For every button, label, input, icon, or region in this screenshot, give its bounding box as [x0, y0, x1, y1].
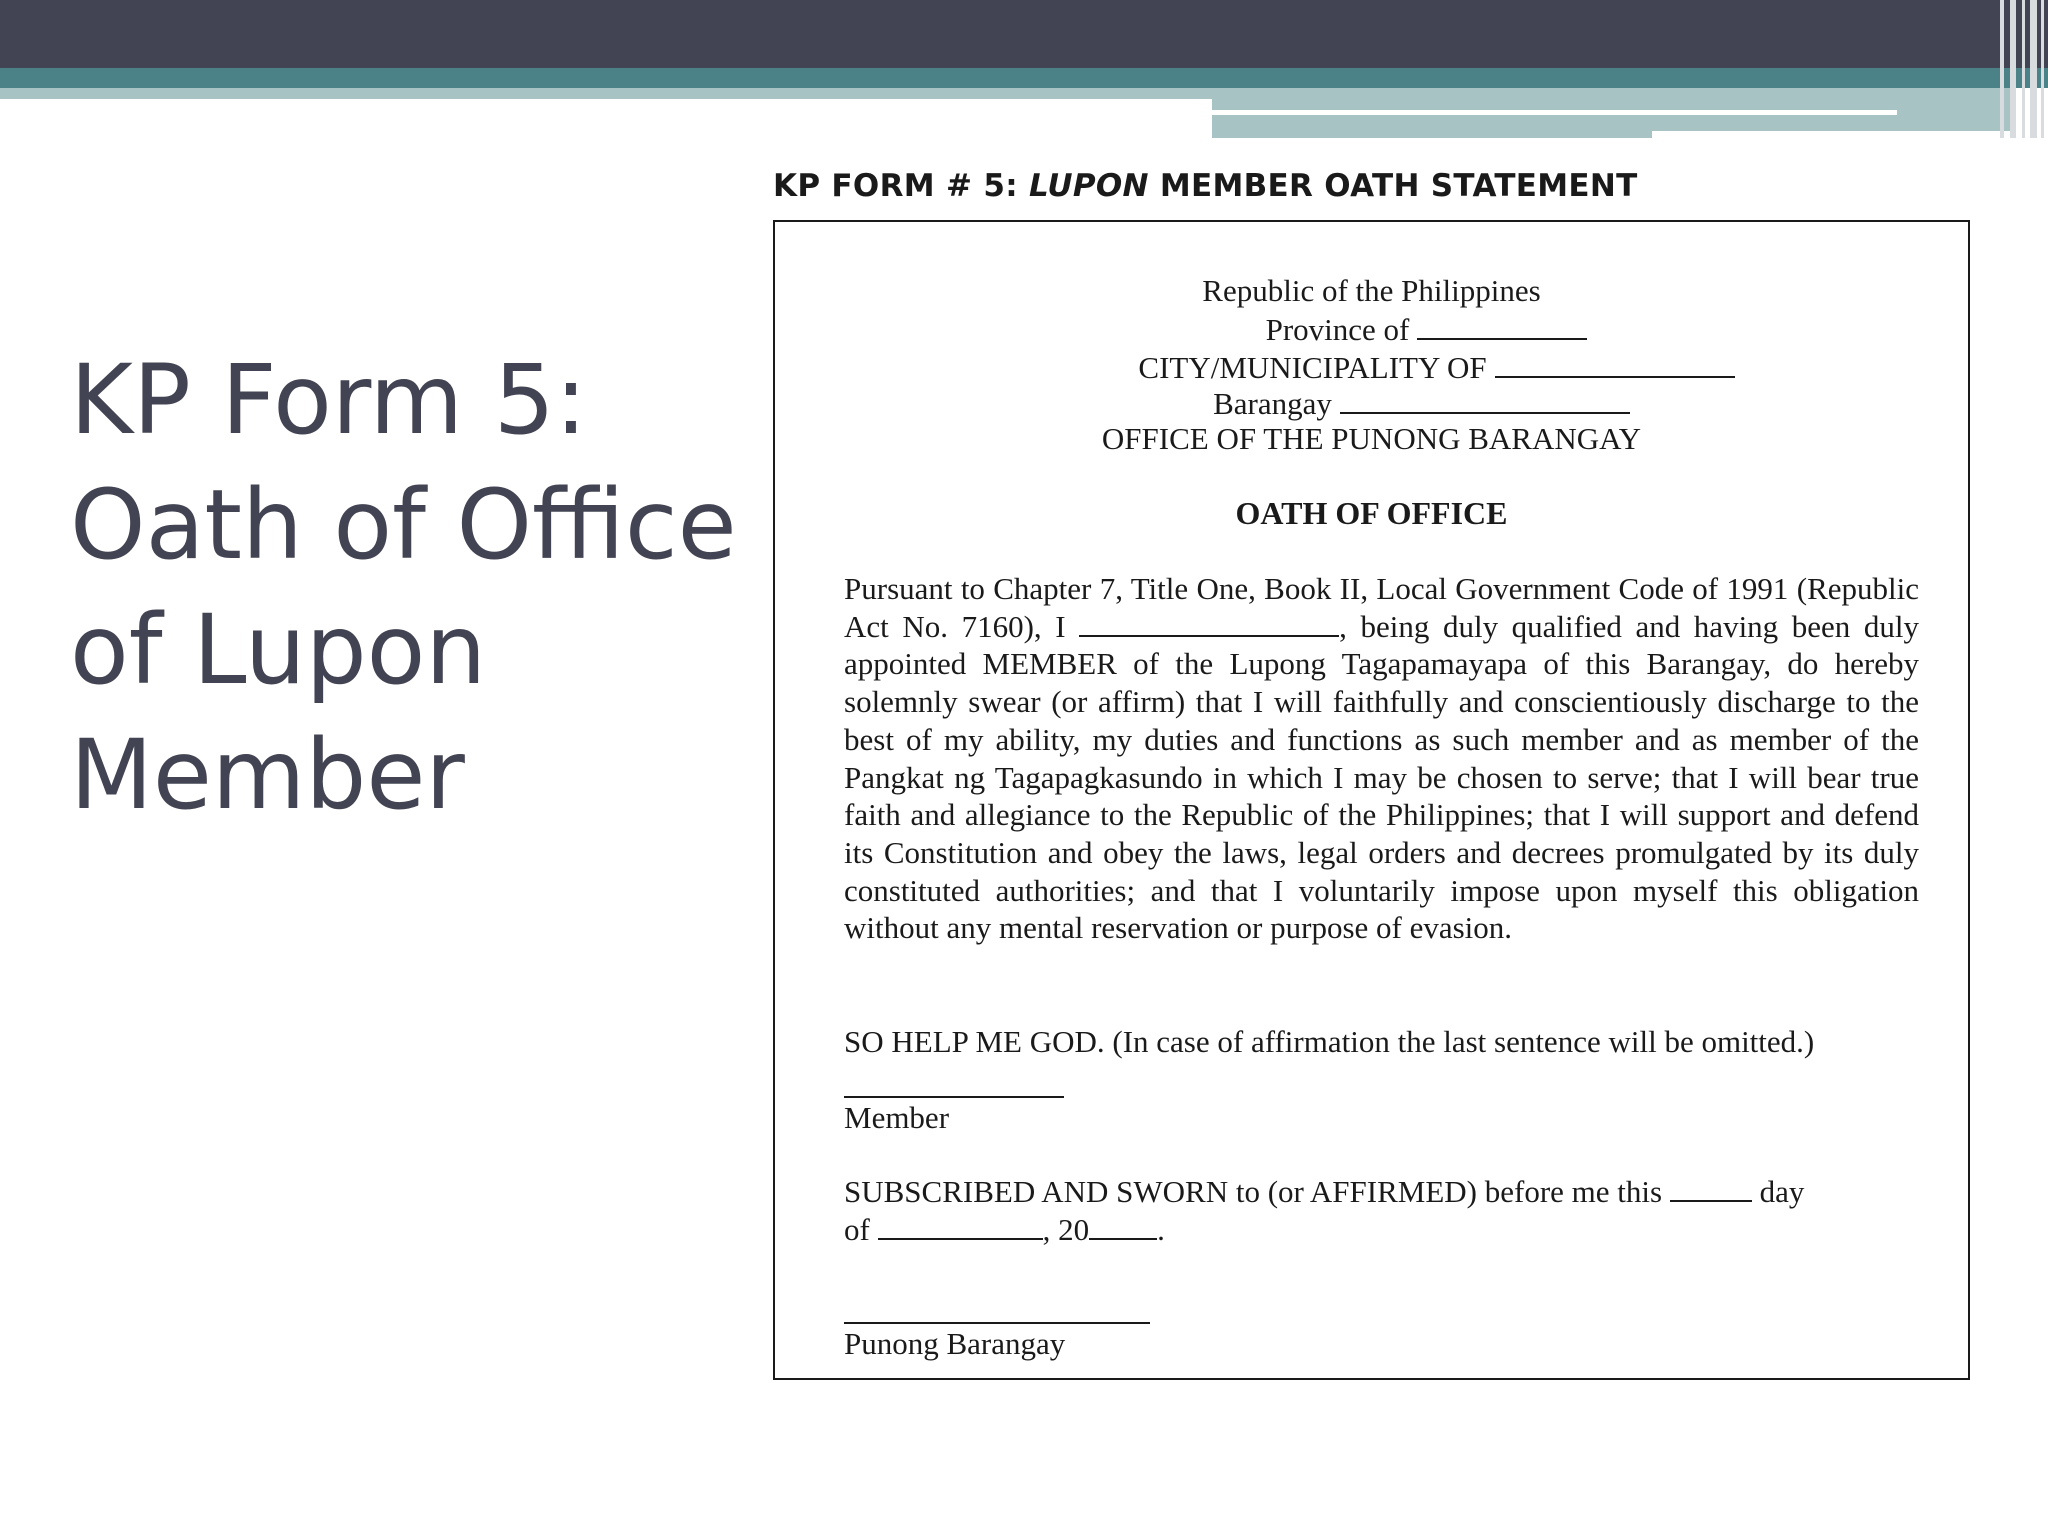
- member-signature-line: [844, 1096, 1064, 1098]
- header-band-teal: [0, 68, 2048, 88]
- period: .: [1157, 1212, 1165, 1247]
- city-label: CITY/MUNICIPALITY OF: [1138, 350, 1487, 385]
- month-blank: [878, 1212, 1043, 1240]
- slide-title: KP Form 5: Oath of Office of Lupon Member: [70, 344, 737, 831]
- barangay-blank: [1340, 384, 1630, 414]
- republic-line: Republic of the Philippines: [1202, 273, 1541, 308]
- year-blank: [1089, 1212, 1157, 1240]
- oath-body-part2: , being duly qualified and having been duly appointed MEMBER of the Lupong Tagapamayapa of this Barangay, do hereby solemnly swear (or affirm) that I will faithfully and conscientiously discharge to the best of my ability, my duties and functions as such member and as member of the Pangkat ng Tagapagkasundo in which I may be chosen to serve; that I will bear true faith and allegiance to the Republic of the Philippines; that I will support and defend its Constitution and obey the laws, legal orders and decrees promulgated by its duly constituted authorities; and that I voluntarily impose upon myself this obligation without any mental reservation or purpose of evasion.: [844, 608, 1919, 946]
- member-label: Member: [844, 1100, 950, 1135]
- header-divider-line-short: [1652, 131, 2012, 139]
- barangay-line: [775, 384, 1968, 422]
- name-blank: [1079, 609, 1339, 637]
- oath-form-document: [773, 220, 1970, 1380]
- header-stripes: [1996, 0, 2048, 138]
- oath-title: OATH OF OFFICE: [1235, 495, 1508, 531]
- so-help-line: SO HELP ME GOD. (In case of affirmation the last sentence will be omitted.): [844, 1024, 1815, 1059]
- day-label: day: [1759, 1174, 1805, 1209]
- form-heading-italic: LUPON: [1029, 168, 1149, 204]
- barangay-label: Barangay: [1213, 386, 1332, 421]
- oath-body-part1: Pursuant to Chapter 7, Title One, Book II, Local Government Code of 1991 (Republic Act No. 7160), I: [844, 571, 1919, 644]
- header-band-dark: [0, 0, 2048, 68]
- oath-body: [844, 570, 1919, 947]
- form-heading-prefix: KP FORM # 5:: [773, 168, 1030, 204]
- of-label: of: [844, 1212, 870, 1247]
- subscribed-text: SUBSCRIBED AND SWORN to (or AFFIRMED) before me this: [844, 1174, 1663, 1209]
- year-prefix: , 20: [1042, 1212, 1090, 1247]
- form-heading-suffix: MEMBER OATH STATEMENT: [1148, 168, 1638, 204]
- city-blank: [1495, 348, 1735, 378]
- office-line: OFFICE OF THE PUNONG BARANGAY: [1101, 421, 1642, 456]
- province-line: [775, 310, 1968, 348]
- province-blank: [1417, 310, 1587, 340]
- form-heading: [773, 168, 1638, 204]
- punong-label: Punong Barangay: [844, 1326, 1066, 1361]
- punong-signature-line: [844, 1322, 1150, 1324]
- city-line: [775, 348, 1968, 386]
- subscribed-line: [844, 1174, 1804, 1210]
- day-blank: [1670, 1174, 1752, 1202]
- subscribed-line-2: [844, 1212, 1165, 1248]
- province-label: Province of: [1265, 312, 1410, 347]
- header-divider-line: [1212, 110, 1897, 115]
- header-band-light: [0, 88, 1212, 99]
